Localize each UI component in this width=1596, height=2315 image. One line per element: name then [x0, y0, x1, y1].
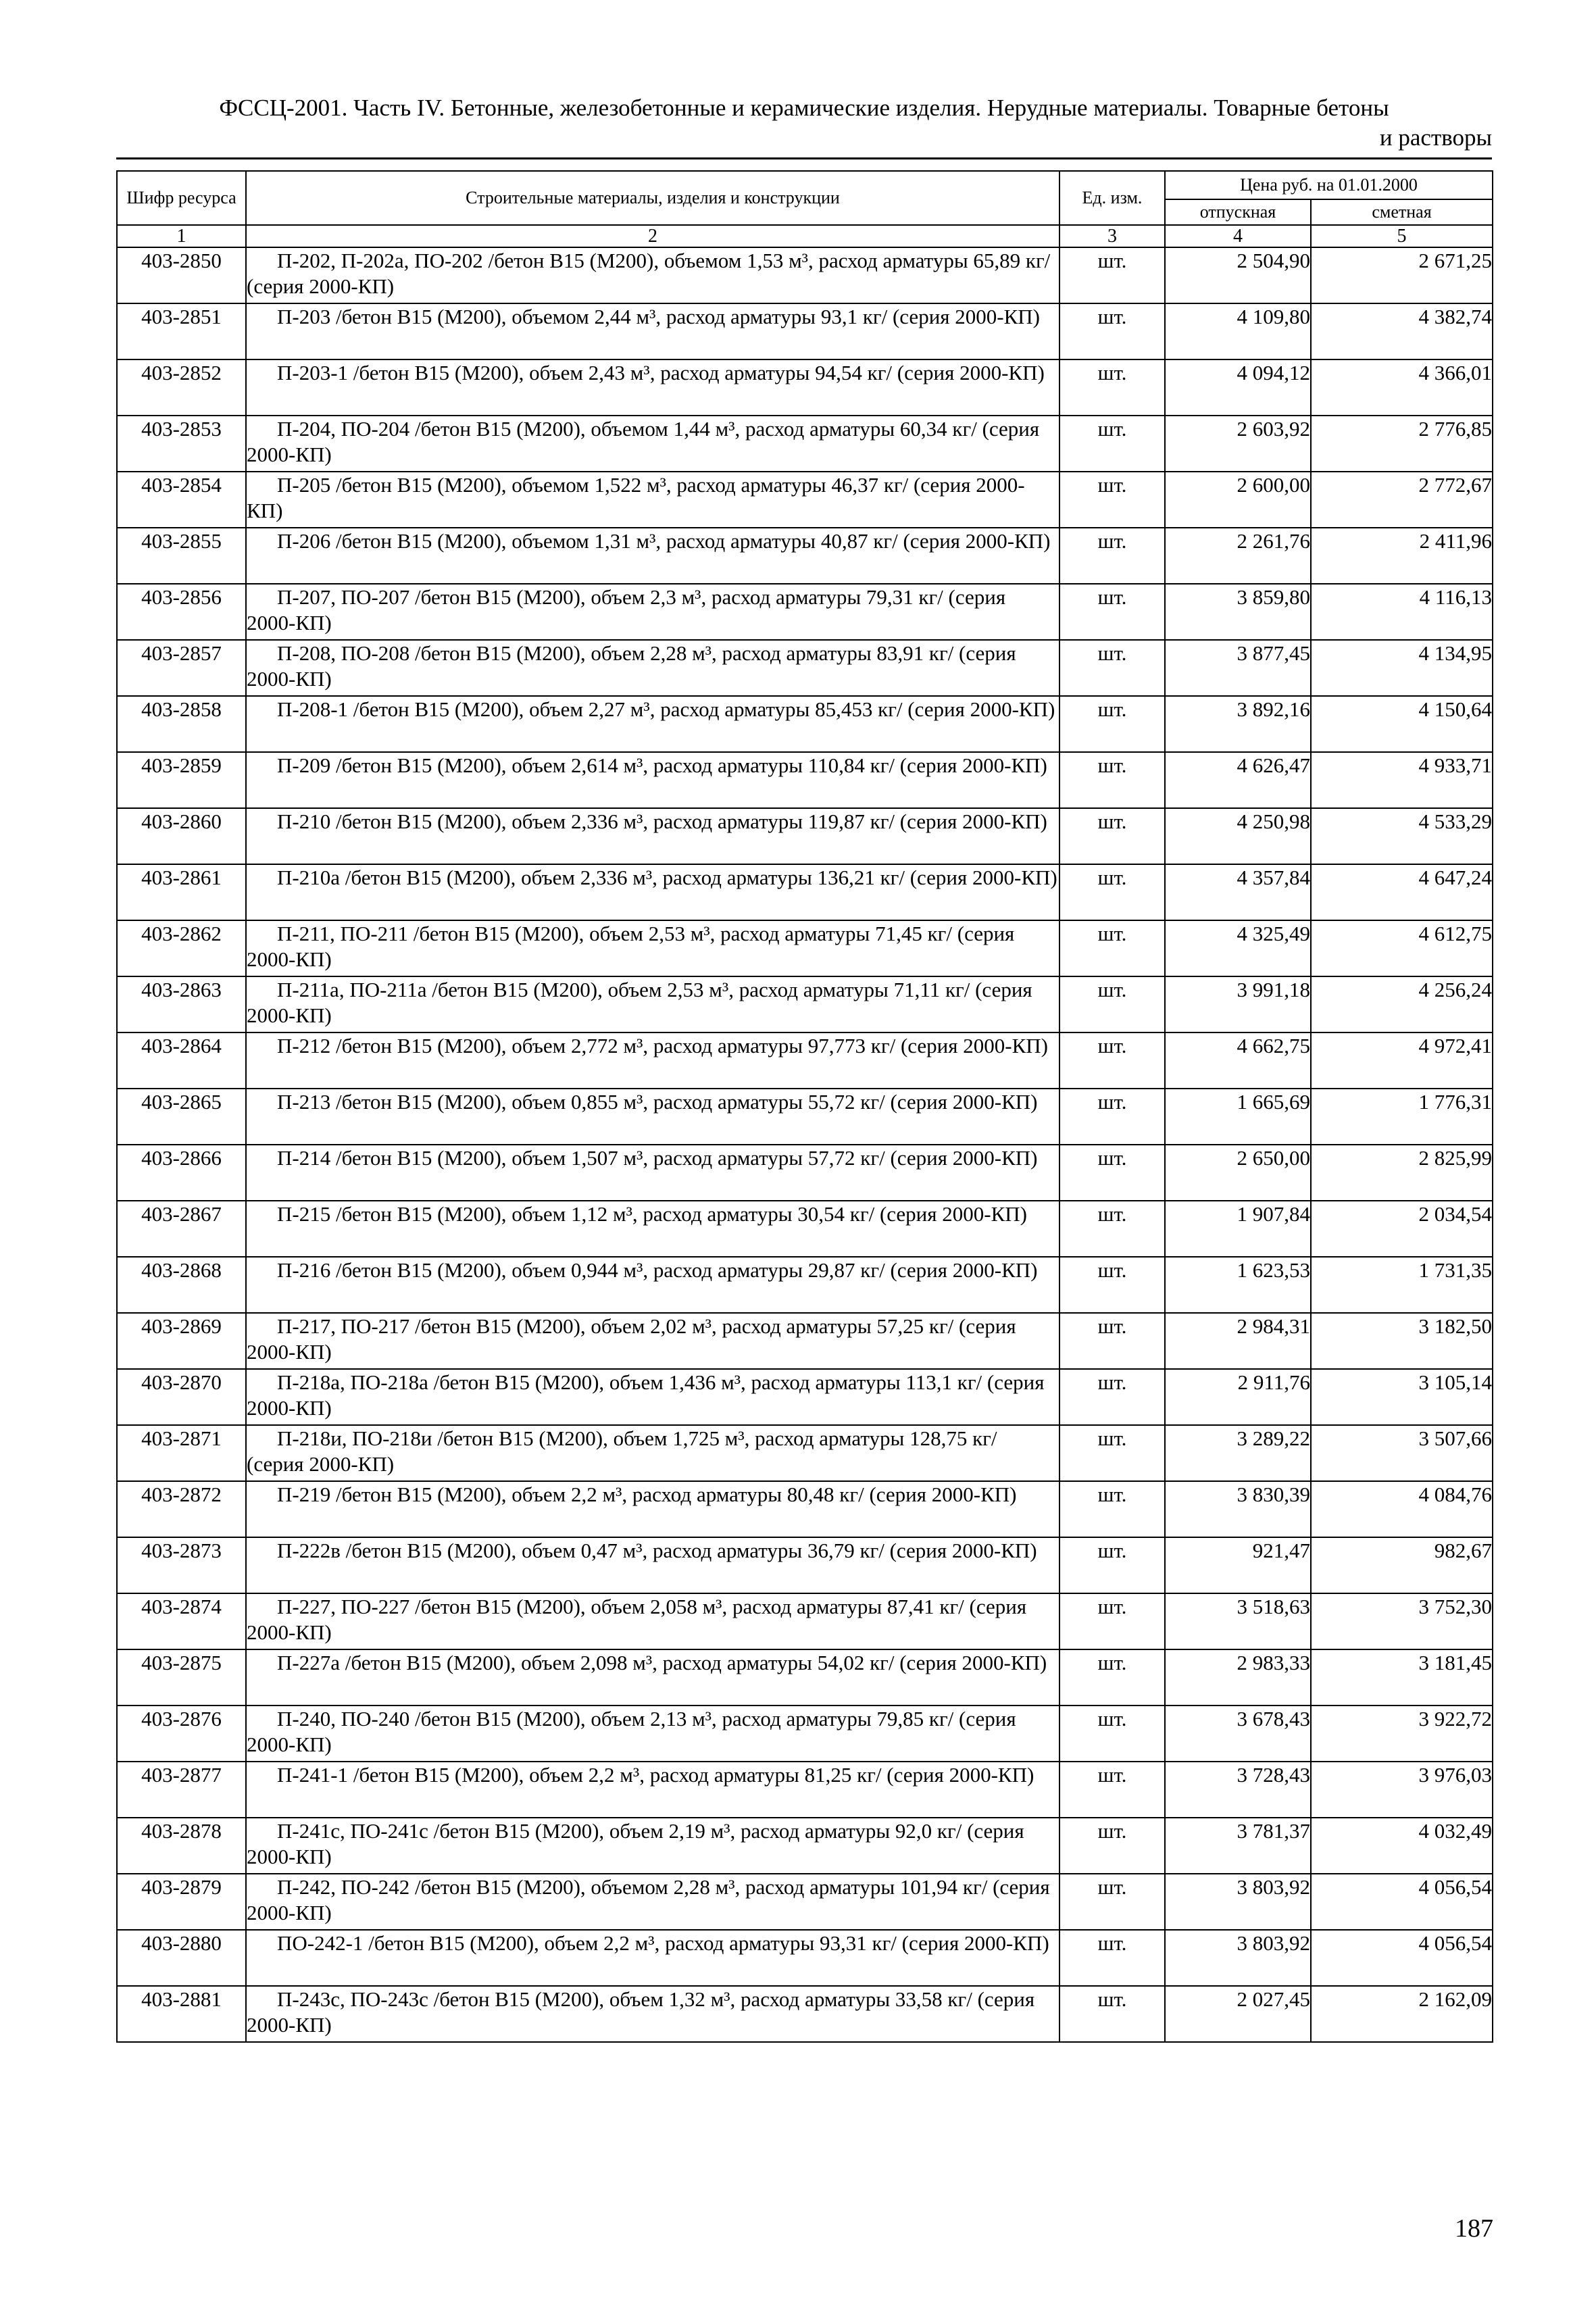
table-row: [117, 1201, 1493, 1257]
cell-estimate: 3 507,66: [1311, 1425, 1493, 1481]
cell-release: 3 803,92: [1165, 1930, 1311, 1986]
table-row: [117, 864, 1493, 920]
table-row: [117, 1257, 1493, 1313]
table-row: [117, 640, 1493, 696]
cell-unit: шт.: [1059, 1874, 1165, 1930]
cell-description: П-206 /бетон В15 (М200), объемом 1,31 м³, расход арматуры 40,87 кг/ (серия 2000-КП): [246, 528, 1059, 584]
cell-estimate: 4 612,75: [1311, 920, 1493, 976]
cell-estimate: 4 056,54: [1311, 1930, 1493, 1986]
cell-estimate: 3 922,72: [1311, 1706, 1493, 1762]
cell-unit: шт.: [1059, 1930, 1165, 1986]
table-row: [117, 584, 1493, 640]
cell-release: 3 678,43: [1165, 1706, 1311, 1762]
cell-description: П-222в /бетон В15 (М200), объем 0,47 м³, расход арматуры 36,79 кг/ (серия 2000-КП): [246, 1537, 1059, 1593]
cell-unit: шт.: [1059, 808, 1165, 864]
cell-estimate: 4 116,13: [1311, 584, 1493, 640]
cell-estimate: 4 150,64: [1311, 696, 1493, 752]
cell-code: 403-2853: [117, 416, 246, 472]
cell-estimate: 3 105,14: [1311, 1369, 1493, 1425]
cell-unit: шт.: [1059, 920, 1165, 976]
cell-release: 3 991,18: [1165, 976, 1311, 1032]
column-number: 3: [1059, 225, 1165, 247]
cell-description: П-209 /бетон В15 (М200), объем 2,614 м³, расход арматуры 110,84 кг/ (серия 2000-КП): [246, 752, 1059, 808]
cell-code: 403-2881: [117, 1986, 246, 2042]
cell-estimate: 4 134,95: [1311, 640, 1493, 696]
table-row: [117, 920, 1493, 976]
col-header-estimate: сметная: [1311, 199, 1493, 225]
cell-estimate: 4 256,24: [1311, 976, 1493, 1032]
table-row: [117, 1818, 1493, 1874]
cell-description: П-227а /бетон В15 (М200), объем 2,098 м³, расход арматуры 54,02 кг/ (серия 2000-КП): [246, 1649, 1059, 1706]
price-table: [116, 170, 1493, 2043]
cell-code: 403-2867: [117, 1201, 246, 1257]
cell-description: П-219 /бетон В15 (М200), объем 2,2 м³, расход арматуры 80,48 кг/ (серия 2000-КП): [246, 1481, 1059, 1537]
cell-release: 3 781,37: [1165, 1818, 1311, 1874]
cell-description: П-227, ПО-227 /бетон В15 (М200), объем 2,058 м³, расход арматуры 87,41 кг/ (серия 2000-КП): [246, 1593, 1059, 1649]
cell-code: 403-2877: [117, 1762, 246, 1818]
cell-unit: шт.: [1059, 1313, 1165, 1369]
price-table-body: [117, 247, 1493, 2042]
cell-estimate: 3 976,03: [1311, 1762, 1493, 1818]
cell-code: 403-2866: [117, 1145, 246, 1201]
cell-code: 403-2860: [117, 808, 246, 864]
table-row: [117, 1930, 1493, 1986]
cell-code: 403-2869: [117, 1313, 246, 1369]
cell-estimate: 2 776,85: [1311, 416, 1493, 472]
cell-release: 1 907,84: [1165, 1201, 1311, 1257]
cell-unit: шт.: [1059, 303, 1165, 359]
table-row: [117, 1032, 1493, 1089]
cell-unit: шт.: [1059, 976, 1165, 1032]
table-row: [117, 1706, 1493, 1762]
cell-description: П-203-1 /бетон В15 (М200), объем 2,43 м³, расход арматуры 94,54 кг/ (серия 2000-КП): [246, 359, 1059, 416]
cell-unit: шт.: [1059, 1649, 1165, 1706]
cell-unit: шт.: [1059, 752, 1165, 808]
cell-release: 4 325,49: [1165, 920, 1311, 976]
cell-estimate: 4 056,54: [1311, 1874, 1493, 1930]
cell-estimate: 4 533,29: [1311, 808, 1493, 864]
cell-estimate: 3 182,50: [1311, 1313, 1493, 1369]
cell-unit: шт.: [1059, 1706, 1165, 1762]
cell-code: 403-2850: [117, 247, 246, 303]
cell-unit: шт.: [1059, 1593, 1165, 1649]
cell-description: П-216 /бетон В15 (М200), объем 0,944 м³, расход арматуры 29,87 кг/ (серия 2000-КП): [246, 1257, 1059, 1313]
cell-description: П-210 /бетон В15 (М200), объем 2,336 м³, расход арматуры 119,87 кг/ (серия 2000-КП): [246, 808, 1059, 864]
cell-description: П-214 /бетон В15 (М200), объем 1,507 м³, расход арматуры 57,72 кг/ (серия 2000-КП): [246, 1145, 1059, 1201]
cell-description: ПО-242-1 /бетон В15 (М200), объем 2,2 м³, расход арматуры 93,31 кг/ (серия 2000-КП): [246, 1930, 1059, 1986]
cell-estimate: 3 752,30: [1311, 1593, 1493, 1649]
table-row: [117, 1874, 1493, 1930]
cell-estimate: 4 366,01: [1311, 359, 1493, 416]
cell-release: 3 859,80: [1165, 584, 1311, 640]
cell-code: 403-2858: [117, 696, 246, 752]
table-row: [117, 1649, 1493, 1706]
cell-code: 403-2878: [117, 1818, 246, 1874]
table-row: [117, 416, 1493, 472]
col-header-description: Строительные материалы, изделия и конструкции: [246, 171, 1059, 225]
table-row: [117, 528, 1493, 584]
table-row: [117, 976, 1493, 1032]
cell-code: 403-2862: [117, 920, 246, 976]
cell-release: 2 650,00: [1165, 1145, 1311, 1201]
cell-release: 2 911,76: [1165, 1369, 1311, 1425]
cell-description: П-215 /бетон В15 (М200), объем 1,12 м³, расход арматуры 30,54 кг/ (серия 2000-КП): [246, 1201, 1059, 1257]
table-row: [117, 1986, 1493, 2042]
cell-code: 403-2870: [117, 1369, 246, 1425]
cell-release: 3 728,43: [1165, 1762, 1311, 1818]
cell-unit: шт.: [1059, 1369, 1165, 1425]
cell-release: 2 984,31: [1165, 1313, 1311, 1369]
cell-estimate: 4 084,76: [1311, 1481, 1493, 1537]
cell-description: П-241с, ПО-241с /бетон В15 (М200), объем 2,19 м³, расход арматуры 92,0 кг/ (серия 2000-КП): [246, 1818, 1059, 1874]
cell-unit: шт.: [1059, 416, 1165, 472]
cell-estimate: 1 731,35: [1311, 1257, 1493, 1313]
cell-description: П-217, ПО-217 /бетон В15 (М200), объем 2,02 м³, расход арматуры 57,25 кг/ (серия 2000-КП): [246, 1313, 1059, 1369]
cell-code: 403-2855: [117, 528, 246, 584]
table-row: [117, 1593, 1493, 1649]
cell-code: 403-2873: [117, 1537, 246, 1593]
cell-description: П-212 /бетон В15 (М200), объем 2,772 м³, расход арматуры 97,773 кг/ (серия 2000-КП): [246, 1032, 1059, 1089]
table-row: [117, 1425, 1493, 1481]
cell-code: 403-2859: [117, 752, 246, 808]
cell-estimate: 4 032,49: [1311, 1818, 1493, 1874]
page-number: 187: [1455, 2214, 1493, 2243]
cell-description: П-218и, ПО-218и /бетон В15 (М200), объем 1,725 м³, расход арматуры 128,75 кг/ (серия 2000-КП): [246, 1425, 1059, 1481]
cell-description: П-204, ПО-204 /бетон В15 (М200), объемом 1,44 м³, расход арматуры 60,34 кг/ (серия 2000-КП): [246, 416, 1059, 472]
cell-release: 2 983,33: [1165, 1649, 1311, 1706]
cell-estimate: 2 162,09: [1311, 1986, 1493, 2042]
cell-unit: шт.: [1059, 1145, 1165, 1201]
cell-unit: шт.: [1059, 247, 1165, 303]
cell-release: 3 830,39: [1165, 1481, 1311, 1537]
cell-release: 3 892,16: [1165, 696, 1311, 752]
cell-description: П-211, ПО-211 /бетон В15 (М200), объем 2,53 м³, расход арматуры 71,45 кг/ (серия 2000-КП): [246, 920, 1059, 976]
cell-description: П-242, ПО-242 /бетон В15 (М200), объемом 2,28 м³, расход арматуры 101,94 кг/ (серия 2000-КП): [246, 1874, 1059, 1930]
cell-release: 4 626,47: [1165, 752, 1311, 808]
cell-code: 403-2871: [117, 1425, 246, 1481]
cell-description: П-240, ПО-240 /бетон В15 (М200), объем 2,13 м³, расход арматуры 79,85 кг/ (серия 2000-КП): [246, 1706, 1059, 1762]
cell-description: П-213 /бетон В15 (М200), объем 0,855 м³, расход арматуры 55,72 кг/ (серия 2000-КП): [246, 1089, 1059, 1145]
column-number: 1: [117, 225, 246, 247]
cell-release: 4 094,12: [1165, 359, 1311, 416]
cell-release: 4 662,75: [1165, 1032, 1311, 1089]
table-row: [117, 1089, 1493, 1145]
col-header-unit: Ед. изм.: [1059, 171, 1165, 225]
cell-unit: шт.: [1059, 528, 1165, 584]
cell-unit: шт.: [1059, 1537, 1165, 1593]
col-header-code: Шифр ресурса: [117, 171, 246, 225]
table-row: [117, 1537, 1493, 1593]
page-header: [116, 93, 1492, 153]
cell-estimate: 2 411,96: [1311, 528, 1493, 584]
table-row: [117, 1481, 1493, 1537]
cell-unit: шт.: [1059, 1089, 1165, 1145]
table-row: [117, 303, 1493, 359]
header-title-line2: и растворы: [1379, 124, 1492, 151]
col-header-release: отпускная: [1165, 199, 1311, 225]
cell-code: 403-2856: [117, 584, 246, 640]
cell-release: 1 665,69: [1165, 1089, 1311, 1145]
cell-description: П-202, П-202а, ПО-202 /бетон В15 (М200), объемом 1,53 м³, расход арматуры 65,89 кг/ (серия 2000-КП): [246, 247, 1059, 303]
table-row: [117, 752, 1493, 808]
cell-description: П-218а, ПО-218а /бетон В15 (М200), объем 1,436 м³, расход арматуры 113,1 кг/ (серия 2000-КП): [246, 1369, 1059, 1425]
cell-code: 403-2879: [117, 1874, 246, 1930]
cell-code: 403-2852: [117, 359, 246, 416]
cell-description: П-243с, ПО-243с /бетон В15 (М200), объем 1,32 м³, расход арматуры 33,58 кг/ (серия 2000-КП): [246, 1986, 1059, 2042]
cell-description: П-205 /бетон В15 (М200), объемом 1,522 м³, расход арматуры 46,37 кг/ (серия 2000-КП): [246, 472, 1059, 528]
column-number-row: [117, 225, 1493, 247]
cell-code: 403-2875: [117, 1649, 246, 1706]
cell-release: 2 600,00: [1165, 472, 1311, 528]
column-number: 5: [1311, 225, 1493, 247]
cell-release: 2 504,90: [1165, 247, 1311, 303]
cell-unit: шт.: [1059, 584, 1165, 640]
cell-release: 3 518,63: [1165, 1593, 1311, 1649]
cell-description: П-210а /бетон В15 (М200), объем 2,336 м³, расход арматуры 136,21 кг/ (серия 2000-КП): [246, 864, 1059, 920]
table-row: [117, 696, 1493, 752]
cell-release: 921,47: [1165, 1537, 1311, 1593]
cell-estimate: 982,67: [1311, 1537, 1493, 1593]
cell-release: 4 357,84: [1165, 864, 1311, 920]
cell-release: 2 027,45: [1165, 1986, 1311, 2042]
cell-release: 3 803,92: [1165, 1874, 1311, 1930]
cell-unit: шт.: [1059, 1257, 1165, 1313]
cell-unit: шт.: [1059, 1762, 1165, 1818]
cell-unit: шт.: [1059, 1201, 1165, 1257]
cell-description: П-211а, ПО-211а /бетон В15 (М200), объем 2,53 м³, расход арматуры 71,11 кг/ (серия 2000-КП): [246, 976, 1059, 1032]
cell-code: 403-2872: [117, 1481, 246, 1537]
cell-code: 403-2880: [117, 1930, 246, 1986]
cell-estimate: 3 181,45: [1311, 1649, 1493, 1706]
cell-estimate: 2 671,25: [1311, 247, 1493, 303]
cell-description: П-207, ПО-207 /бетон В15 (М200), объем 2,3 м³, расход арматуры 79,31 кг/ (серия 2000-КП): [246, 584, 1059, 640]
cell-estimate: 2 825,99: [1311, 1145, 1493, 1201]
cell-unit: шт.: [1059, 864, 1165, 920]
cell-release: 3 289,22: [1165, 1425, 1311, 1481]
cell-unit: шт.: [1059, 640, 1165, 696]
cell-unit: шт.: [1059, 1986, 1165, 2042]
table-row: [117, 1145, 1493, 1201]
cell-estimate: 4 382,74: [1311, 303, 1493, 359]
cell-code: 403-2861: [117, 864, 246, 920]
cell-code: 403-2876: [117, 1706, 246, 1762]
header-title-line1: ФССЦ-2001. Часть IV. Бетонные, железобетонные и керамические изделия. Нерудные материалы. Товарные бетоны: [219, 95, 1389, 121]
cell-code: 403-2857: [117, 640, 246, 696]
cell-unit: шт.: [1059, 472, 1165, 528]
table-row: [117, 472, 1493, 528]
cell-estimate: 4 647,24: [1311, 864, 1493, 920]
cell-code: 403-2864: [117, 1032, 246, 1089]
cell-code: 403-2868: [117, 1257, 246, 1313]
col-header-price-group: Цена руб. на 01.01.2000: [1165, 171, 1493, 199]
cell-estimate: 2 772,67: [1311, 472, 1493, 528]
cell-release: 4 250,98: [1165, 808, 1311, 864]
price-table-head: [117, 171, 1493, 247]
cell-code: 403-2863: [117, 976, 246, 1032]
table-row: [117, 808, 1493, 864]
cell-unit: шт.: [1059, 1481, 1165, 1537]
cell-release: 2 261,76: [1165, 528, 1311, 584]
cell-code: 403-2865: [117, 1089, 246, 1145]
cell-release: 1 623,53: [1165, 1257, 1311, 1313]
table-row: [117, 1369, 1493, 1425]
cell-code: 403-2854: [117, 472, 246, 528]
cell-code: 403-2874: [117, 1593, 246, 1649]
cell-description: П-241-1 /бетон В15 (М200), объем 2,2 м³, расход арматуры 81,25 кг/ (серия 2000-КП): [246, 1762, 1059, 1818]
cell-estimate: 4 972,41: [1311, 1032, 1493, 1089]
cell-estimate: 4 933,71: [1311, 752, 1493, 808]
cell-code: 403-2851: [117, 303, 246, 359]
cell-unit: шт.: [1059, 1032, 1165, 1089]
table-row: [117, 1313, 1493, 1369]
table-row: [117, 247, 1493, 303]
cell-estimate: 1 776,31: [1311, 1089, 1493, 1145]
cell-estimate: 2 034,54: [1311, 1201, 1493, 1257]
cell-description: П-208-1 /бетон В15 (М200), объем 2,27 м³, расход арматуры 85,453 кг/ (серия 2000-КП): [246, 696, 1059, 752]
cell-unit: шт.: [1059, 1818, 1165, 1874]
cell-release: 2 603,92: [1165, 416, 1311, 472]
cell-release: 3 877,45: [1165, 640, 1311, 696]
cell-unit: шт.: [1059, 359, 1165, 416]
header-divider: [116, 157, 1492, 159]
table-row: [117, 1762, 1493, 1818]
cell-unit: шт.: [1059, 696, 1165, 752]
cell-release: 4 109,80: [1165, 303, 1311, 359]
table-row: [117, 359, 1493, 416]
column-number: 2: [246, 225, 1059, 247]
cell-description: П-208, ПО-208 /бетон В15 (М200), объем 2,28 м³, расход арматуры 83,91 кг/ (серия 2000-КП): [246, 640, 1059, 696]
column-number: 4: [1165, 225, 1311, 247]
cell-unit: шт.: [1059, 1425, 1165, 1481]
cell-description: П-203 /бетон В15 (М200), объемом 2,44 м³, расход арматуры 93,1 кг/ (серия 2000-КП): [246, 303, 1059, 359]
